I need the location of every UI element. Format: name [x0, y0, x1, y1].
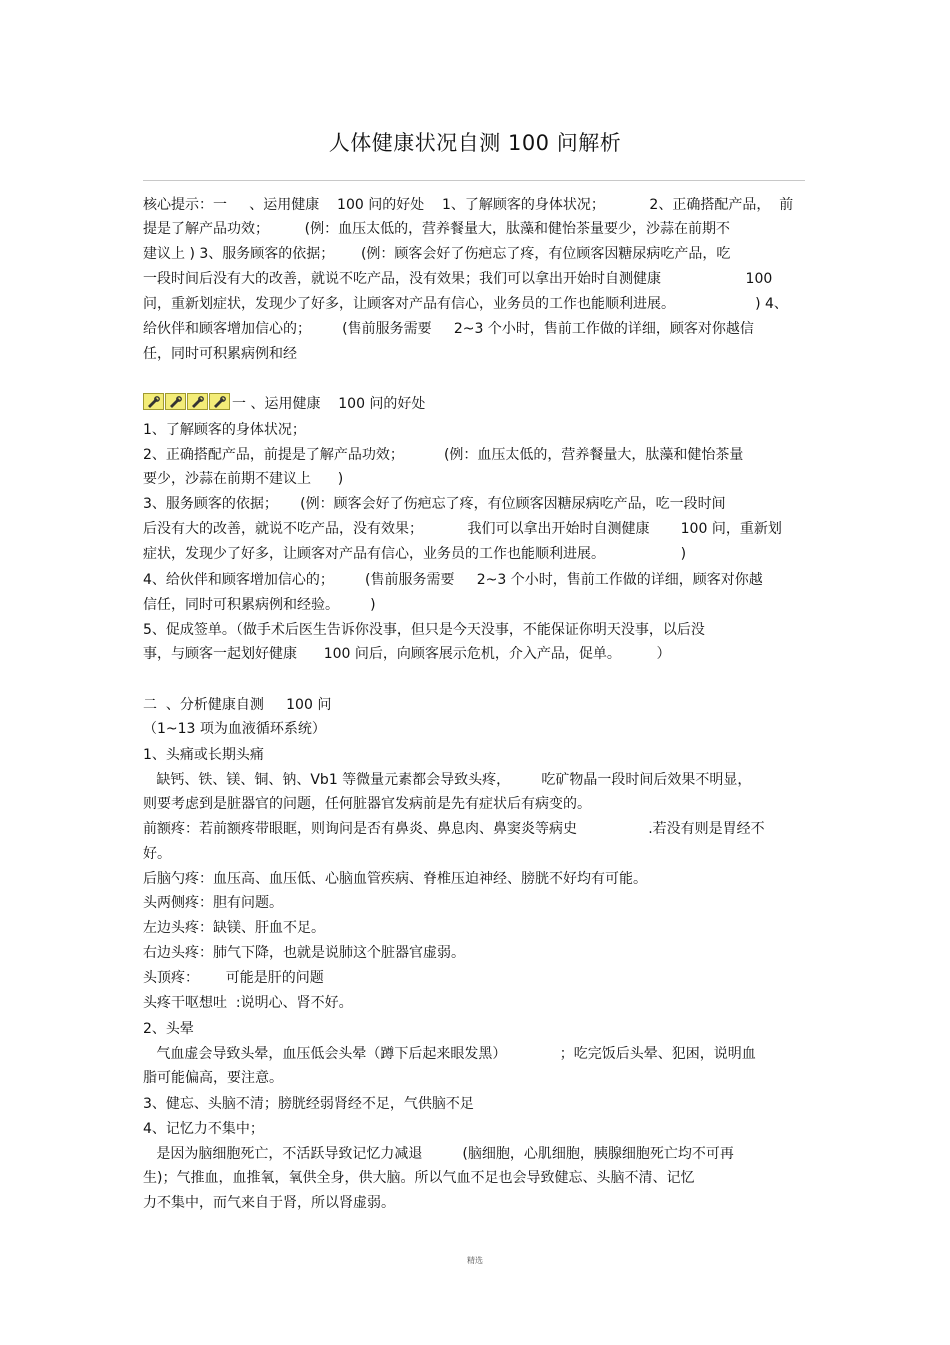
pencil-icon — [187, 393, 208, 410]
section2-line: 气血虚会导致头晕，血压低会头晕（蹲下后起来眼发黑） ；吃完饭后头晕、犯困，说明血 — [143, 1046, 756, 1062]
summary-line: 问，重新划症状，发现少了好多，让顾客对产品有信心，业务员的工作也能顺利进展。 ) 4、 — [143, 296, 788, 312]
section2-line: 力不集中，而气来自于肾，所以肾虚弱。 — [143, 1195, 395, 1211]
section2-line: 是因为脑细胞死亡，不活跃导致记忆力减退 (脑细胞，心肌细胞，胰腺细胞死亡均不可再 — [143, 1146, 734, 1162]
summary-line: 一段时间后没有大的改善，就说不吃产品，没有效果；我们可以拿出开始时自测健康 100 — [143, 271, 773, 287]
section1-line: 1、了解顾客的身体状况； — [143, 422, 306, 438]
section1-line: 症状，发现少了好多，让顾客对产品有信心，业务员的工作也能顺利进展。 ) — [143, 546, 687, 562]
pencil-icon — [209, 393, 230, 410]
section2-line: 头疼干呕想吐 :说明心、肾不好。 — [143, 995, 353, 1011]
section1-line: 信任，同时可积累病例和经验。 ) — [143, 597, 376, 613]
section2-line: 后脑勺疼：血压高、血压低、心脑血管疾病、脊椎压迫神经、膀胱不好均有可能。 — [143, 871, 647, 887]
section1-line: 2、正确搭配产品，前提是了解产品功效； (例：血压太低的，营养餐量大，肽藻和健怡茶量 — [143, 447, 744, 463]
section2-line: 缺钙、铁、镁、铜、钠、Vb1 等微量元素都会导致头疼， 吃矿物晶一段时间后效果不明显， — [143, 772, 752, 788]
section2-line: 3、健忘、头脑不清；膀胱经弱肾经不足，气供脑不足 — [143, 1096, 474, 1112]
title-divider — [143, 180, 805, 181]
section2-heading: 二 、分析健康自测 100 问 — [143, 697, 332, 713]
summary-line: 任，同时可积累病例和经 — [143, 346, 297, 362]
section2-line: 左边头疼：缺镁、肝血不足。 — [143, 920, 325, 936]
section2-line: 1、头痛或长期头痛 — [143, 747, 264, 763]
section1-line: 5、促成签单。（做手术后医生告诉你没事，但只是今天没事，不能保证你明天没事，以后没 — [143, 622, 705, 638]
section2-line: 4、记忆力不集中； — [143, 1121, 264, 1137]
section1-line: 3、服务顾客的依据； (例：顾客会好了伤疤忘了疼，有位顾客因糖尿病吃产品，吃一段时间 — [143, 496, 726, 512]
page-footer: 精选 — [467, 1256, 483, 1265]
summary-line: 给伙伴和顾客增加信心的； (售前服务需要 2~3 个小时，售前工作做的详细，顾客对你越信 — [143, 321, 754, 337]
section2-line: 生)；气推血，血推氧，氧供全身，供大脑。所以气血不足也会导致健忘、头脑不清、记忆 — [143, 1170, 695, 1186]
section2-line: 头顶疼： 可能是肝的问题 — [143, 970, 324, 986]
section1-line: 4、给伙伴和顾客增加信心的； (售前服务需要 2~3 个小时，售前工作做的详细，顾客对你越 — [143, 572, 763, 588]
section2-line: 脂可能偏高，要注意。 — [143, 1070, 283, 1086]
bullet-icons — [143, 393, 230, 410]
summary-line: 建议上 ) 3、服务顾客的依据； (例：顾客会好了伤疤忘了疼，有位顾客因糖尿病吃产品，吃 — [143, 246, 731, 262]
section1-line: 后没有大的改善，就说不吃产品，没有效果； 我们可以拿出开始时自测健康 100 问，重新划 — [143, 521, 782, 537]
section2-line: 前额疼：若前额疼带眼眶，则询问是否有鼻炎、鼻息肉、鼻窦炎等病史 .若没有则是胃经不 — [143, 821, 765, 837]
section2-line: 右边头疼：肺气下降，也就是说肺这个脏器官虚弱。 — [143, 945, 465, 961]
section1-line: 事，与顾客一起划好健康 100 问后，向顾客展示危机，介入产品，促单。 ） — [143, 646, 671, 662]
section1-line: 要少，沙蒜在前期不建议上 ) — [143, 471, 344, 487]
section2-line: （1~13 项为血液循环系统） — [143, 721, 326, 737]
section2-line: 2、头晕 — [143, 1021, 194, 1037]
summary-line: 提是了解产品功效； (例：血压太低的，营养餐量大，肽藻和健怡茶量要少，沙蒜在前期不 — [143, 221, 731, 237]
pencil-icon — [165, 393, 186, 410]
section2-line: 好。 — [143, 846, 171, 862]
page-title: 人体健康状况自测 100 问解析 — [328, 131, 622, 155]
pencil-icon — [143, 393, 164, 410]
summary-line: 核心提示：一 、运用健康 100 问的好处 1、了解顾客的身体状况； 2、正确搭配产品， 前 — [143, 197, 794, 213]
section1-heading: 一 、运用健康 100 问的好处 — [232, 396, 426, 412]
section2-line: 则要考虑到是脏器官的问题，任何脏器官发病前是先有症状后有病变的。 — [143, 796, 591, 812]
section2-line: 头两侧疼：胆有问题。 — [143, 895, 283, 911]
